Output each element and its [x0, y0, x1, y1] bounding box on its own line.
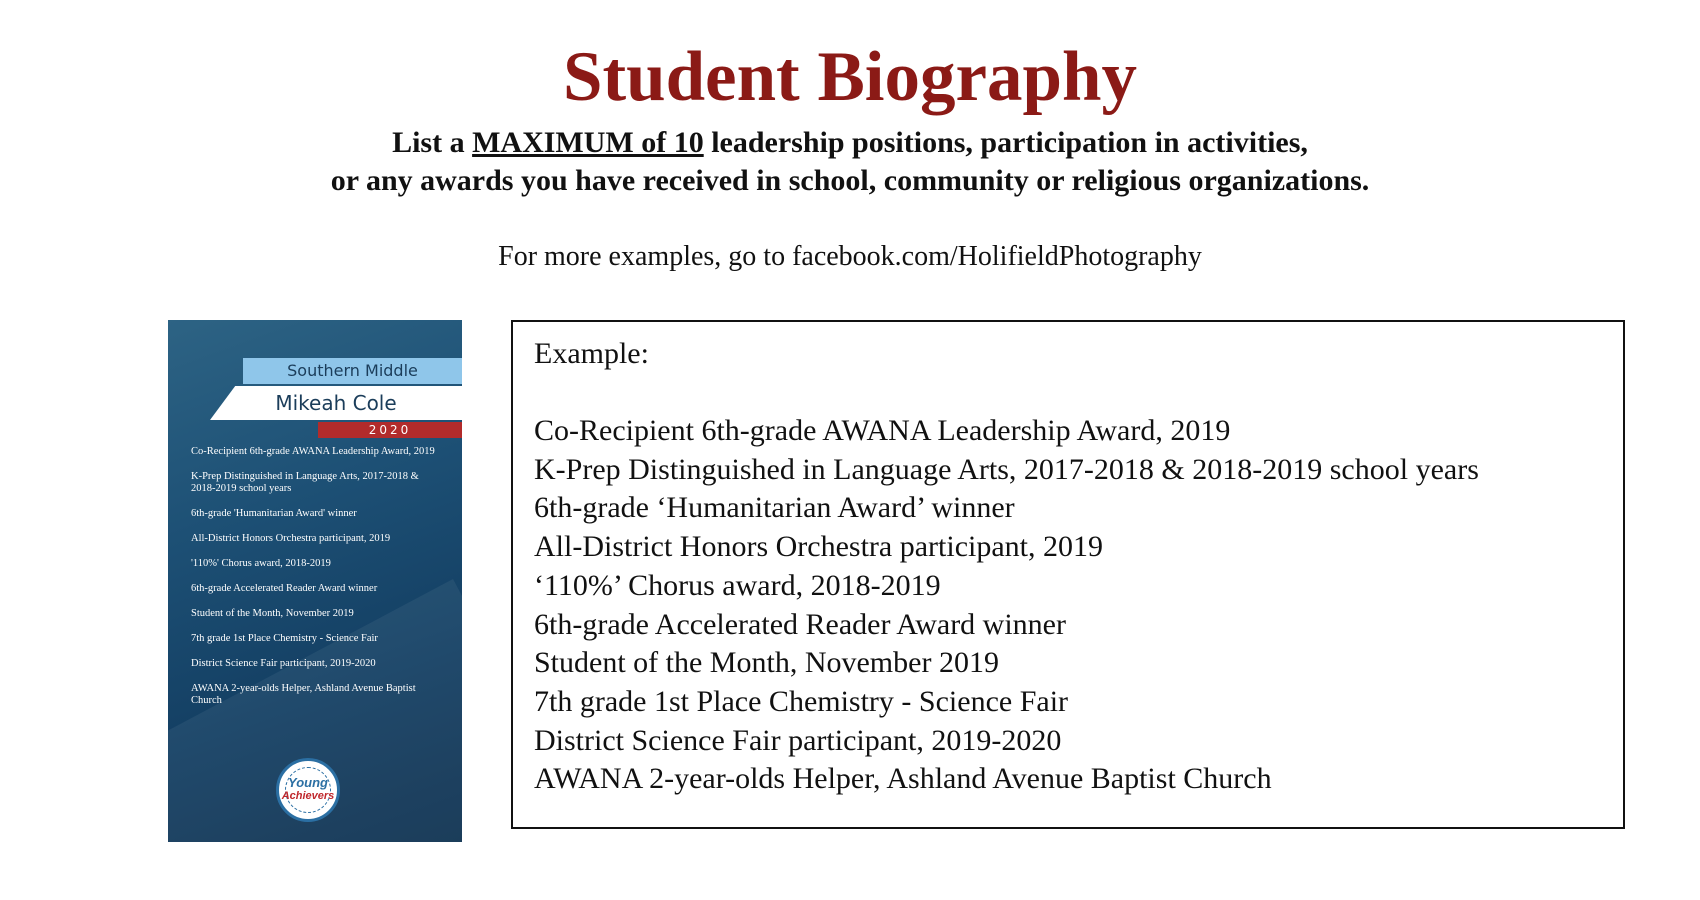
card-school-name: Southern Middle	[287, 361, 418, 380]
page-title: Student Biography	[562, 38, 1138, 116]
card-list-item: 7th grade 1st Place Chemistry - Science Fair	[191, 633, 378, 644]
maximum-emphasis: MAXIMUM of 10	[472, 126, 704, 159]
list-item: K-Prep Distinguished in Language Arts, 2017-2018 & 2018-2019 school years	[534, 452, 1479, 486]
list-item: 7th grade 1st Place Chemistry - Science Fair	[534, 684, 1069, 718]
more-examples-text: For more examples, go to facebook.com/HolifieldPhotography	[498, 241, 1202, 272]
list-item: Co-Recipient 6th-grade AWANA Leadership Award, 2019	[534, 414, 1231, 447]
young-achievers-logo	[276, 758, 340, 822]
example-heading: Example:	[534, 337, 649, 370]
logo-text-young: Young	[288, 775, 328, 790]
card-list-item: All-District Honors Orchestra participant, 2019	[191, 533, 391, 544]
card-list-item: District Science Fair participant, 2019-2020	[191, 658, 376, 669]
example-list	[534, 412, 1479, 799]
card-achievement-list	[191, 446, 441, 720]
instructions	[0, 124, 1700, 200]
list-item: ‘110%’ Chorus award, 2018-2019	[534, 568, 941, 602]
card-list-item: 6th-grade 'Humanitarian Award' winner	[191, 508, 357, 519]
card-list-item: '110%' Chorus award, 2018-2019	[191, 558, 331, 569]
instructions-line-2: or any awards you have received in school, community or religious organizations.	[330, 164, 1370, 197]
list-item: 6th-grade Accelerated Reader Award winner	[534, 607, 1066, 641]
card-list-item: AWANA 2-year-olds Helper, Ashland Avenue Baptist Church	[191, 683, 416, 706]
card-year: 2020	[368, 423, 412, 437]
instructions-line-1-start: List a	[392, 126, 473, 159]
example-biography-card	[168, 320, 462, 842]
card-list-item: Co-Recipient 6th-grade AWANA Leadership Award, 2019	[191, 446, 435, 457]
card-list-item: Student of the Month, November 2019	[191, 608, 354, 619]
card-list-item: K-Prep Distinguished in Language Arts, 2017-2018 & 2018-2019 school years	[191, 471, 419, 494]
instructions-line-1	[0, 124, 1700, 162]
instructions-line-1-end: leadership positions, participation in activities,	[703, 126, 1308, 159]
card-list-item: 6th-grade Accelerated Reader Award winner	[191, 583, 378, 594]
list-item: 6th-grade ‘Humanitarian Award’ winner	[534, 491, 1015, 525]
list-item: District Science Fair participant, 2019-2020	[534, 723, 1062, 757]
list-item: AWANA 2-year-olds Helper, Ashland Avenue Baptist Church	[534, 762, 1272, 796]
list-item: Student of the Month, November 2019	[534, 646, 999, 680]
list-item: All-District Honors Orchestra participant, 2019	[534, 530, 1104, 564]
example-box	[511, 320, 1625, 829]
logo-text-achievers: Achievers	[281, 790, 335, 802]
card-student-name: Mikeah Cole	[275, 391, 397, 415]
